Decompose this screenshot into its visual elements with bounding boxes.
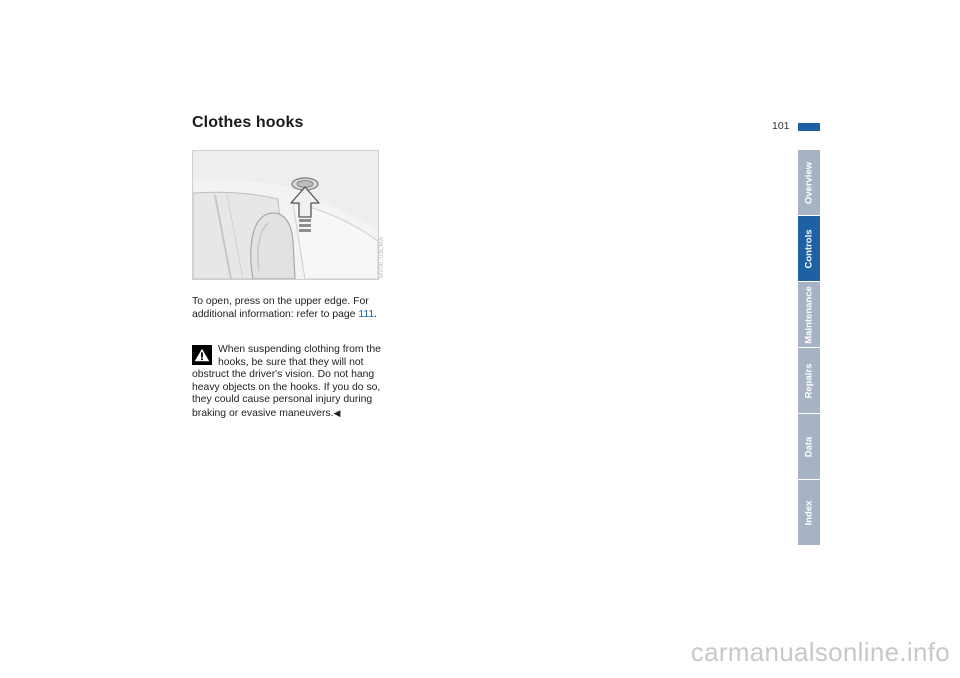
instruction-paragraph (192, 296, 384, 321)
tab-label: Repairs (803, 363, 815, 398)
figure-code: MV00703CMA (379, 236, 385, 278)
arrow-stripe (299, 219, 311, 222)
arrow-stripe (299, 229, 311, 232)
tab-label: Data (803, 436, 815, 457)
tab-controls[interactable] (798, 216, 820, 281)
warning-triangle-icon (194, 348, 210, 362)
page-reference-link[interactable]: 111 (358, 308, 375, 320)
warning-note (192, 344, 386, 420)
tab-label: Index (803, 500, 815, 525)
warning-icon (192, 345, 212, 365)
tab-maintenance[interactable] (798, 282, 820, 347)
page-number: 101 (772, 120, 790, 132)
tab-data[interactable] (798, 414, 820, 479)
page-marker (798, 123, 820, 131)
tab-label: Maintenance (803, 285, 815, 344)
arrow-stripe (299, 224, 311, 227)
page-title: Clothes hooks (192, 114, 304, 131)
end-mark-icon: ◀ (333, 407, 341, 418)
illustration-svg (193, 151, 378, 279)
instruction-suffix: . (374, 308, 378, 320)
warning-text-block (192, 344, 386, 420)
warning-text: When suspending clothing from the hooks, be sure that they will not obstruct the driver's vision. Do not hang heavy objects on the hooks. If you do so, they could cause personal injury during braking or evasive maneuvers. (192, 344, 381, 419)
tab-repairs[interactable] (798, 348, 820, 413)
tab-index[interactable] (798, 480, 820, 545)
tab-overview[interactable] (798, 150, 820, 215)
tab-label: Overview (803, 161, 815, 204)
instruction-text: To open, press on the upper edge. For additional information: refer to page (192, 296, 369, 320)
tab-label: Controls (803, 228, 815, 269)
site-watermark: carmanualsonline.info (690, 637, 950, 667)
section-tabs (798, 150, 820, 545)
clothes-hook-illustration (192, 150, 379, 280)
